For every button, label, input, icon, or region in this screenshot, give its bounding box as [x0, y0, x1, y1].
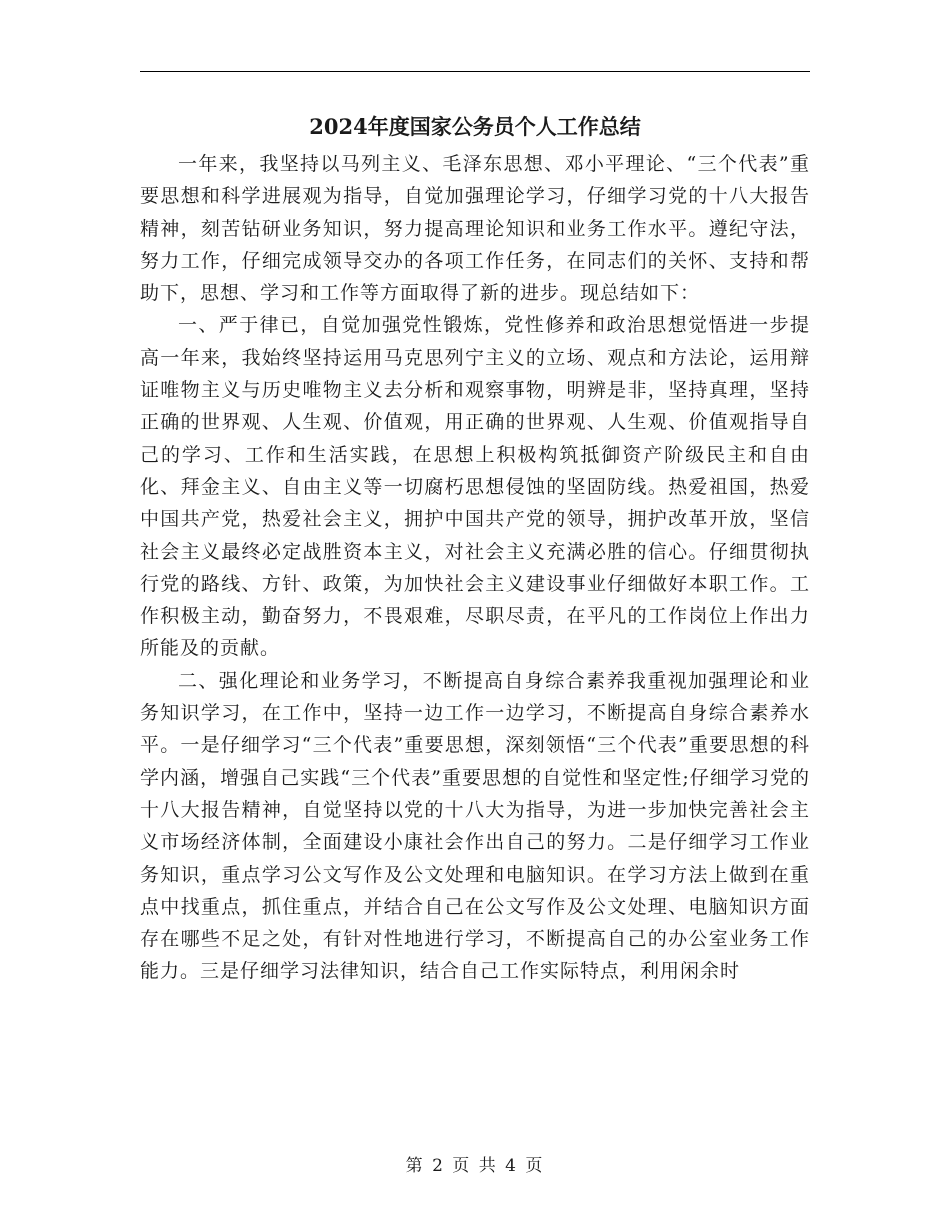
- document-title: 2024年度国家公务员个人工作总结: [309, 114, 641, 139]
- header-rule: [140, 71, 810, 72]
- paragraph-section-two: 二、强化理论和业务学习，不断提高自身综合素养我重视加强理论和业务知识学习，在工作中，坚持一边工作一边学习，不断提高自身综合素养水平。一是仔细学习“三个代表”重要思想，深刻领悟“三个代表”重要思想的科学内涵，增强自己实践“三个代表”重要思想的自觉性和坚定性;仔细学习党的十八大报告精神，自觉坚持以党的十八大为指导，为进一步加快完善社会主义市场经济体制，全面建设小康社会作出自己的努力。二是仔细学习工作业务知识，重点学习公文写作及公文处理和电脑知识。在学习方法上做到在重点中找重点，抓住重点，并结合自己在公文写作及公文处理、电脑知识方面存在哪些不足之处，有针对性地进行学习，不断提高自己的办公室业务工作能力。三是仔细学习法律知识，结合自己工作实际特点，利用闲余时: [140, 669, 810, 983]
- document-body: [140, 148, 810, 988]
- page-number: 第 2 页 共 4 页: [405, 1156, 545, 1176]
- paragraph-intro: 一年来，我坚持以马列主义、毛泽东思想、邓小平理论、“三个代表”重要思想和科学进展观为指导，自觉加强理论学习，仔细学习党的十八大报告精神，刻苦钻研业务知识，努力提高理论知识和业务工作水平。遵纪守法，努力工作，仔细完成领导交办的各项工作任务，在同志们的关怀、支持和帮助下，思想、学习和工作等方面取得了新的进步。现总结如下：: [140, 153, 810, 305]
- paragraph-section-one: 一、严于律已，自觉加强党性锻炼，党性修养和政治思想觉悟进一步提高一年来，我始终坚持运用马克思列宁主义的立场、观点和方法论，运用辩证唯物主义与历史唯物主义去分析和观察事物，明辨是非，坚持真理，坚持正确的世界观、人生观、价值观，用正确的世界观、人生观、价值观指导自己的学习、工作和生活实践，在思想上积极构筑抵御资产阶级民主和自由化、拜金主义、自由主义等一切腐朽思想侵蚀的坚固防线。热爱祖国，热爱中国共产党，热爱社会主义，拥护中国共产党的领导，拥护改革开放，坚信社会主义最终必定战胜资本主义，对社会主义充满必胜的信心。仔细贯彻执行党的路线、方针、政策，为加快社会主义建设事业仔细做好本职工作。工作积极主动，勤奋努力，不畏艰难，尽职尽责，在平凡的工作岗位上作出力所能及的贡献。: [140, 314, 810, 660]
